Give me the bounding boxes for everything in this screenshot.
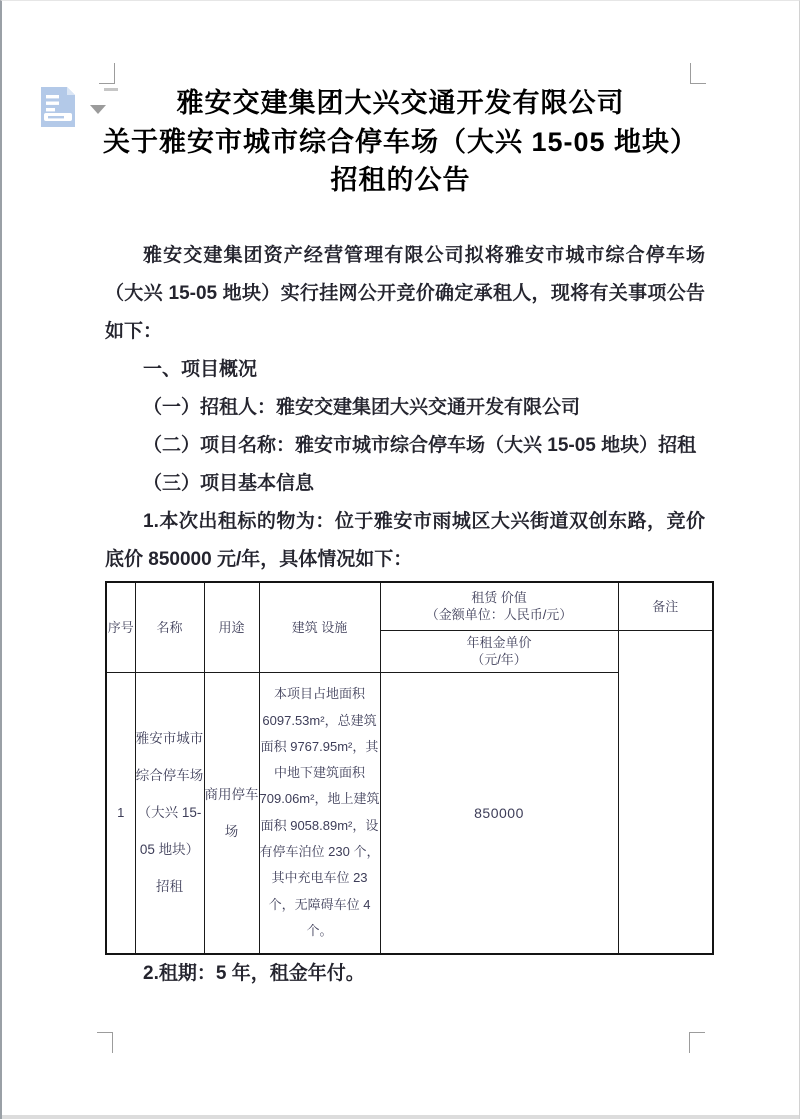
header-lease-value-line2: （金额单位：人民币/元） <box>425 607 573 623</box>
title-line-1: 雅安交建集团大兴交通开发有限公司 <box>176 88 625 118</box>
margin-mark-top-left <box>99 63 115 84</box>
title-line-3: 招租的公告 <box>330 165 471 195</box>
margin-mark-top-right <box>690 63 706 84</box>
title-line-2: 关于雅安市城市综合停车场（大兴 15-05 地块） <box>102 126 699 157</box>
header-lease-value-line1: 租赁 价值 <box>471 590 527 606</box>
margin-mark-bottom-right <box>689 1032 705 1053</box>
document-title <box>2 84 799 200</box>
document-body <box>105 237 705 993</box>
cell-remark <box>618 630 713 954</box>
cell-building: 本项目占地面积 6097.53m²，总建筑面积 9767.95m²，其中地下建筑面积 709.06m²，地上建筑面积 9058.89m²，设有停车泊位 230 个，其中充电车位 23 个，无障碍车位 4 个。 <box>259 672 380 954</box>
item-project-name: （二）项目名称：雅安市城市综合停车场（大兴 15-05 地块）招租 <box>143 435 697 456</box>
item-lessor: （一）招租人：雅安交建集团大兴交通开发有限公司 <box>143 397 581 418</box>
header-annual-rent <box>380 630 618 672</box>
header-annual-rent-line1: 年租金单价 <box>466 635 532 650</box>
section-heading-1: 一、项目概况 <box>143 359 258 380</box>
header-use: 用途 <box>204 582 259 672</box>
header-annual-rent-line2: （元/年） <box>471 652 527 667</box>
point-lease-object: 1.本次出租标的物为：位于雅安市雨城区大兴街道双创东路，竞价底价 850000 元/年，具体情况如下： <box>105 511 705 570</box>
header-index: 序号 <box>106 582 135 672</box>
cell-name: 雅安市城市综合停车场（大兴 15-05 地块）招租 <box>135 672 204 954</box>
cell-annual-rent: 850000 <box>380 672 618 954</box>
intro-paragraph: 雅安交建集团资产经营管理有限公司拟将雅安市城市综合停车场（大兴 15-05 地块）实行挂网公开竞价确定承租人，现将有关事项公告如下： <box>105 245 705 342</box>
project-info-table <box>105 581 714 955</box>
item-basic-info: （三）项目基本信息 <box>143 473 315 494</box>
page-bottom-edge <box>2 1115 799 1119</box>
cell-index: 1 <box>106 672 135 954</box>
point-lease-term: 2.租期：5 年，租金年付。 <box>143 963 365 984</box>
table-header-row-1 <box>106 582 713 630</box>
margin-mark-bottom-left <box>97 1032 113 1053</box>
cell-use: 商用停车场 <box>204 672 259 954</box>
header-building: 建筑 设施 <box>259 582 380 672</box>
header-lease-value <box>380 582 618 630</box>
header-remark: 备注 <box>618 582 713 630</box>
header-name: 名称 <box>135 582 204 672</box>
